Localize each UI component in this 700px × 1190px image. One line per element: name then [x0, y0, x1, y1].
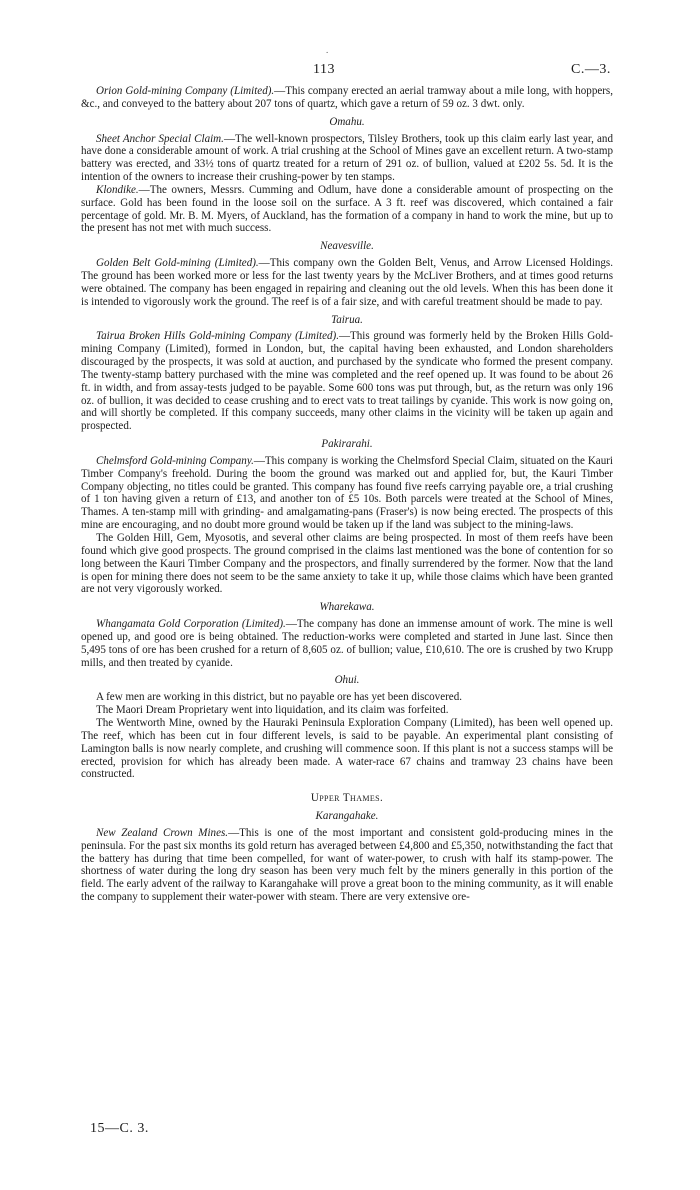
paragraph-whangamata	[81, 618, 613, 669]
signature-mark: 15—C. 3.	[90, 1121, 149, 1136]
paragraph-text: The Maori Dream Proprietary went into liquidation, and its claim was forfeited.	[96, 704, 449, 717]
paragraph-text: —This company erected an aerial tramway about a mile long, with hoppers, &c., and conveyed to the battery about 207 tons of quartz, which gave a return of 59 oz. 3 dwt. only.	[81, 85, 613, 110]
paragraph-orion	[81, 85, 613, 111]
paragraph-klondike	[81, 184, 613, 235]
section-heading-tairua: Tairua.	[331, 313, 363, 326]
paragraph-text: —This ground was formerly held by the Broken Hills Gold-mining Company (Limited), formed in London, but, the capital having been exhausted, and London shareholders discouraged by the prospects, it was sold at auction, and purchased by the syndicate who formed the present company. The twenty-stamp battery purchased with the mine was completed and the reef opened up. It was found to be about 26 ft. in width, and from assay-tests judged to be payable. Some 600 tons was put through, but, as the return was only 196 oz. of bullion, it was decided to cease crushing and to erect vats to treat tailings by cyanide. This work is now going on, and will shortly be completed. If this company succeeds, many other claims in the vicinity will be taken up again and prospected.	[81, 330, 613, 433]
section-heading-upper-thames: Upper Thames.	[310, 792, 384, 805]
paragraph-text: —The well-known prospectors, Tilsley Brothers, took up this claim early last year, and have done a considerable amount of work. A trial crushing at the School of Mines gave an excellent return. A two-stamp battery was erected, and 33½ tons of quartz treated for a return of 291 oz. of bullion, valued at £202 5s. 5d. It is the intention of the owners to increase their crushing-power by ten stamps.	[81, 132, 613, 184]
section-heading-omahu: Omahu.	[329, 115, 365, 128]
page-mark: .	[326, 45, 329, 55]
section-heading-pakirarahi: Pakirarahi.	[321, 438, 373, 451]
paragraph-text: The Golden Hill, Gem, Myosotis, and several other claims are being prospected. In most of them reefs have been found which give good prospects. The ground comprised in the claims last mentioned was the bone of contention for so long between the Kauri Timber Company and the prospectors, and finally surrendered by the former. Now that the land is open for mining there does not seem to be the same anxiety to take it up, while those claims which have been granted are not very vigorously worked.	[81, 532, 613, 596]
paragraph-ohui-2	[81, 704, 613, 717]
section-heading-karangahake: Karangahake.	[315, 810, 379, 823]
paragraph-text: A few men are working in this district, but no payable ore has yet been discovered.	[96, 691, 462, 704]
paragraph-ohui-3	[81, 717, 613, 781]
paragraph-text: —The owners, Messrs. Cumming and Odlum, have done a considerable amount of prospecting on the surface. Gold has been found in the loose soil on the surface. A 3 ft. reef was discovered, which contained a fair percentage of gold. Mr. B. M. Myers, of Auckland, has the formation of a company in hand to work the mine, but up to the present has not met with much success.	[81, 183, 613, 235]
company-title: Orion Gold-mining Company (Limited).	[96, 85, 275, 97]
company-title: Sheet Anchor Special Claim.	[96, 132, 224, 145]
company-title: Chelmsford Gold-mining Company.	[96, 454, 254, 467]
paragraph-text: —This is one of the most important and consistent gold-producing mines in the peninsula. For the past six months its gold return has averaged between £4,800 and £5,350, notwithstanding the fact that the battery has during that time been compelled, for want of water-power, to crush with half its stamp-power. The shortness of water during the long dry season has been very much felt by the miners generally in this portion of the field. The early advent of the railway to Karangahake will prove a great boon to the mining community, as it will enable the company to supplement their water-power with steam. There are very extensive ore-	[81, 826, 613, 904]
section-heading-wharekawa: Wharekawa.	[319, 601, 375, 614]
company-title: Tairua Broken Hills Gold-mining Company (Limited).	[96, 330, 339, 343]
document-body	[81, 85, 613, 904]
company-title: New Zealand Crown Mines.	[96, 826, 229, 839]
document-reference: C.—3.	[571, 62, 611, 77]
paragraph-nz-crown-mines	[81, 827, 613, 904]
paragraph-text: —This company own the Golden Belt, Venus, and Arrow Licensed Holdings. The ground has been worked more or less for the last twenty years by the McLiver Brothers, and at times good returns were obtained. The company has been engaged in repairing and cleaning out the old levels. When this has been done it is intended to vigorously work the ground. The reef is of a fair size, and with careful treatment should be made to pay.	[81, 257, 613, 308]
page-number: 113	[313, 62, 335, 77]
paragraph-sheet-anchor	[81, 133, 613, 184]
company-title: Klondike.	[96, 183, 139, 196]
paragraph-tairua-broken-hills	[81, 330, 613, 433]
paragraph-text: The Wentworth Mine, owned by the Hauraki Peninsula Exploration Company (Limited), has been well opened up. The reef, which has been cut in four different levels, is said to be payable. An experimental plant consisting of Lamington balls is now nearly complete, and crushing will commence soon. If this plant is not a success stamps will be erected, provision for which has already been made. A water-race 67 chains and tramway 23 chains have been constructed.	[81, 716, 613, 781]
section-heading-ohui: Ohui.	[334, 674, 360, 687]
paragraph-golden-belt	[81, 257, 613, 308]
paragraph-text: —This company is working the Chelmsford Special Claim, situated on the Kauri Timber Company's freehold. During the boom the ground was marked out and applied for, but, the Kauri Timber Company objecting, no titles could be granted. This company has found five reefs carrying payable ore, a trial crushing of 1 ton having given a return of £13, and another ton of £5 10s. Both parcels were treated at the School of Mines, Thames. A ten-stamp mill with grinding- and amalgamating-pans (Fraser's) is now being erected. The prospects of this mine are encouraging, and no doubt more ground would be taken up if the land was subject to the mining-laws.	[81, 454, 613, 532]
company-title: Golden Belt Gold-mining (Limited).	[96, 257, 259, 270]
paragraph-ohui-1	[81, 691, 613, 704]
paragraph-text: —The company has done an immense amount of work. The mine is well opened up, and good ore is being obtained. The reduction-works were completed and started in June last. Since then 5,495 tons of ore has been crushed for a return of 8,605 oz. of bullion; value, £10,610. The ore is crushed by two Krupp mills, and then treated by cyanide.	[81, 618, 613, 669]
paragraph-golden-hill	[81, 532, 613, 596]
paragraph-chelmsford	[81, 455, 613, 532]
company-title: Whangamata Gold Corporation (Limited).	[96, 618, 286, 631]
section-heading-neavesville: Neavesville.	[320, 240, 374, 253]
